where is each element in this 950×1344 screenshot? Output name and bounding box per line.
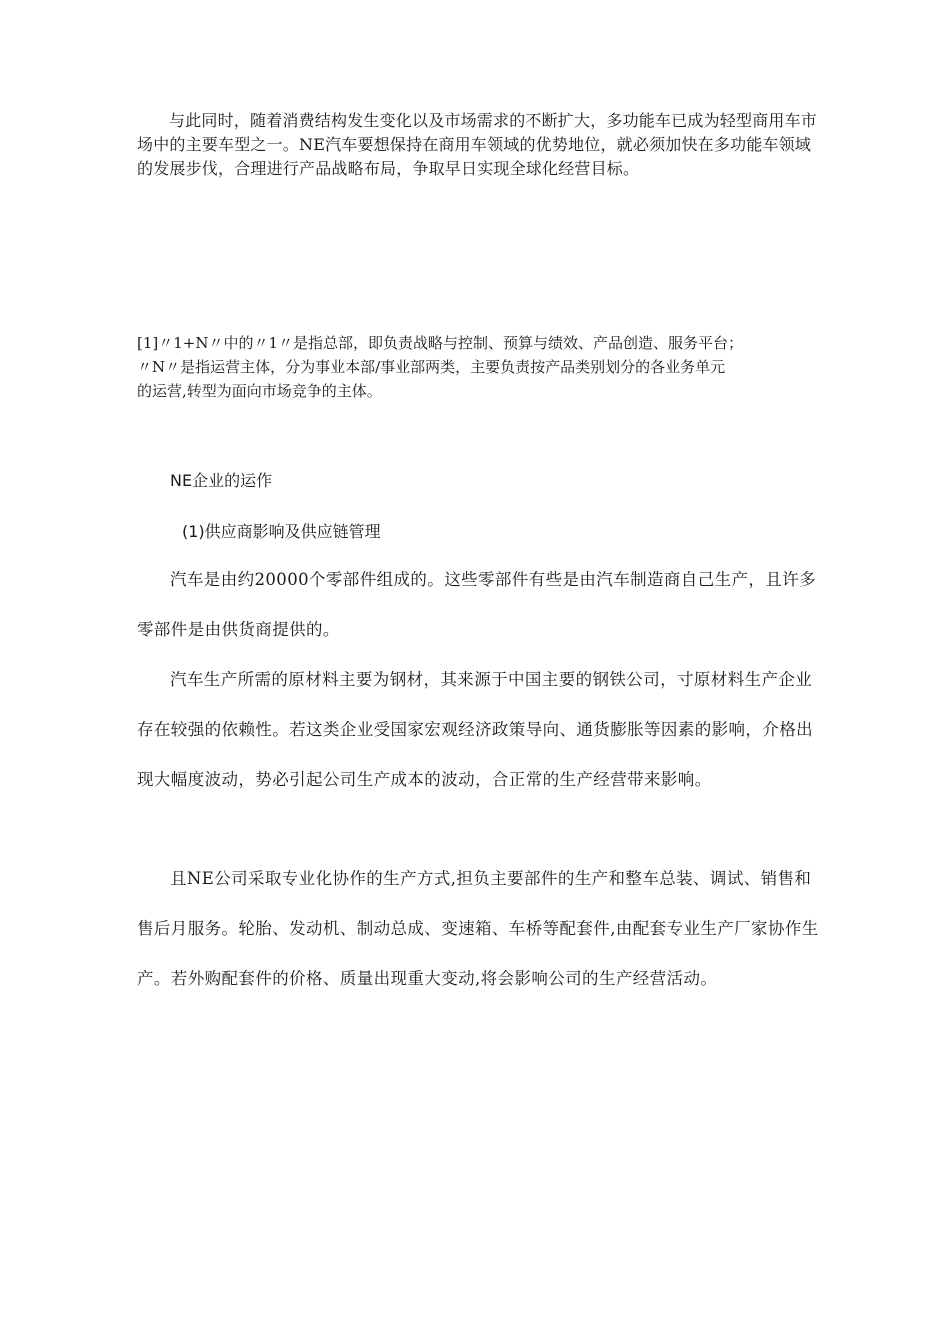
- body-paragraph: 汽车是由约20000个零部件组成的。这些零部件有些是由汽车制造商自己生产，且许多零部件是由供货商提供的。: [137, 570, 816, 639]
- footnote: [137, 331, 817, 403]
- section-heading: NE企业的运作: [170, 471, 273, 490]
- body-paragraph: 汽车生产所需的原材料主要为钢材，其来源于中国主要的钢铁公司，寸原材料生产企业存在较强的依赖性。若这类企业受国家宏观经济政策导向、通货膨胀等因素的影响，介格出现大幅度波动，势必引起公司生产成本的波动，合正常的生产经营带来影响。: [137, 670, 813, 789]
- footnote-line: 的运营,转型为面向市场竞争的主体。: [137, 382, 382, 400]
- intro-paragraph: 与此同时，随着消费结构发生变化以及市场需求的不断扩大，多功能车已成为轻型商用车市场中的主要车型之一。NE汽车要想保持在商用车领域的优势地位，就必须加快在多功能车领域的发展步伐，合理进行产品战略布局，争取早日实现全球化经营目标。: [137, 111, 818, 178]
- footnote-line: [1]〃1+N〃中的〃1〃是指总部，即负责战略与控制、预算与绩效、产品创造、服务平台；: [137, 334, 744, 352]
- footnote-line: 〃N〃是指运营主体，分为事业本部/事业部两类，主要负责按产品类别划分的各业务单元: [137, 358, 726, 376]
- body-paragraph: 且NE公司采取专业化协作的生产方式,担负主要部件的生产和整车总装、调试、销售和售后月服务。轮胎、发动机、制动总成、变速箱、车桥等配套件,由配套专业生产厂家协作生产。若外购配套件的价格、质量出现重大变动,将会影响公司的生产经营活动。: [137, 869, 819, 988]
- subsection-heading: (1)供应商影响及供应链管理: [182, 522, 381, 541]
